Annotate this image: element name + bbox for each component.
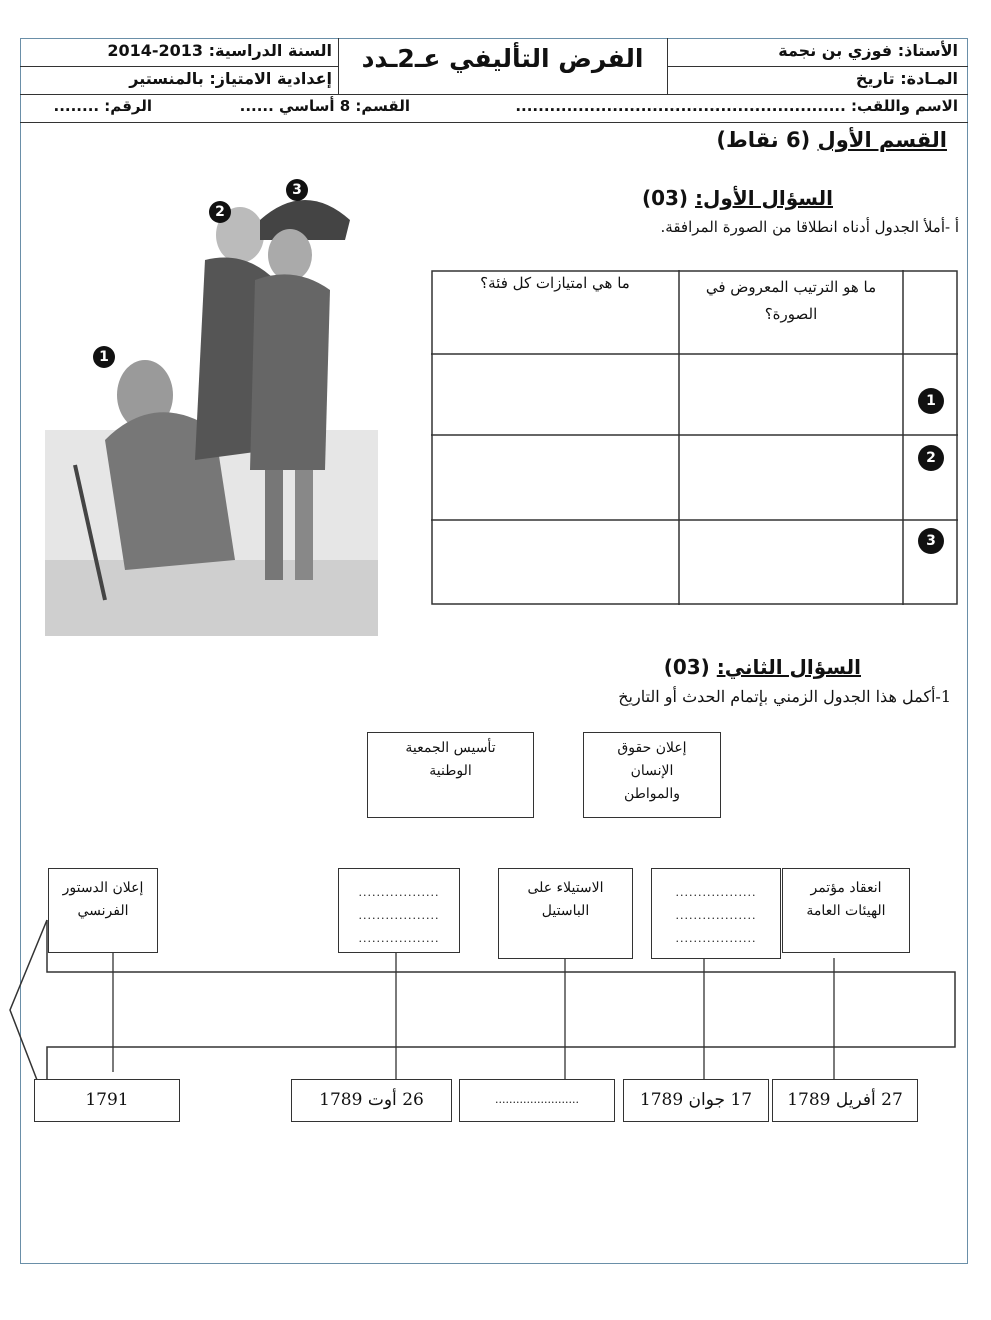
exam-title: الفرض التأليفي عـ2ـدد: [361, 44, 644, 73]
marker-3: 3: [286, 179, 308, 201]
question1-title: السؤال الأول:: [695, 186, 833, 210]
teacher-name: الأستاذ: فوزي بن نجمة: [778, 41, 958, 60]
header-privileges: ما هي امتيازات كل فئة؟: [480, 274, 630, 292]
row-marker-3: 3: [918, 528, 944, 554]
extra-event-national-assembly: تأسيس الجمعية الوطنية: [367, 732, 534, 818]
header-ranking: ما هو الترتيب المعروض في الصورة؟: [705, 278, 877, 323]
marker-2: 2: [209, 201, 231, 223]
class-field[interactable]: القسم: 8 أساسي ......: [239, 97, 410, 115]
question2-title: السؤال الثاني:: [716, 655, 861, 679]
extra-event-rights-declaration: إعلان حقوق الإنسان والمواطن: [583, 732, 721, 818]
event-blank-2[interactable]: .................. .................. ..................: [651, 868, 781, 959]
question2-instruction: 1-أكمل هذا الجدول الزمني بإتمام الحدث أو التاريخ: [618, 687, 951, 706]
event-constitution: إعلان الدستور الفرنسي: [48, 868, 158, 953]
school-name: إعدادية الامتياز: بالمنستير: [129, 69, 332, 88]
date-aug-26: 26 أوت 1789: [291, 1079, 452, 1122]
date-april-27: 27 أفريل 1789: [772, 1079, 918, 1122]
question1-instruction: أ -أملأ الجدول أدناه انطلاقا من الصورة المرافقة.: [660, 218, 959, 236]
row-marker-1: 1: [918, 388, 944, 414]
marker-1: 1: [93, 346, 115, 368]
event-blank-1[interactable]: .................. .................. ..................: [338, 868, 460, 953]
section1-points: (6 نقاط): [716, 128, 811, 152]
name-field[interactable]: الاسم واللقب: ..........................................................: [515, 97, 958, 115]
event-bastille: الاستيلاء على الباستيل: [498, 868, 633, 959]
school-year: السنة الدراسية: 2013-2014: [107, 41, 332, 60]
number-field[interactable]: الرقم: ........: [53, 97, 152, 115]
event-estates-general: انعقاد مؤتمر الهيئات العامة: [782, 868, 910, 953]
subject: المـادة: تاريخ: [855, 69, 958, 88]
date-june-17: 17 جوان 1789: [623, 1079, 769, 1122]
row-marker-2: 2: [918, 445, 944, 471]
date-blank[interactable]: ........................: [459, 1079, 615, 1122]
question2-points: (03): [663, 655, 710, 679]
section1-title: القسم الأول: [817, 128, 947, 152]
date-1791: 1791: [34, 1079, 180, 1122]
question1-points: (03): [641, 186, 689, 210]
